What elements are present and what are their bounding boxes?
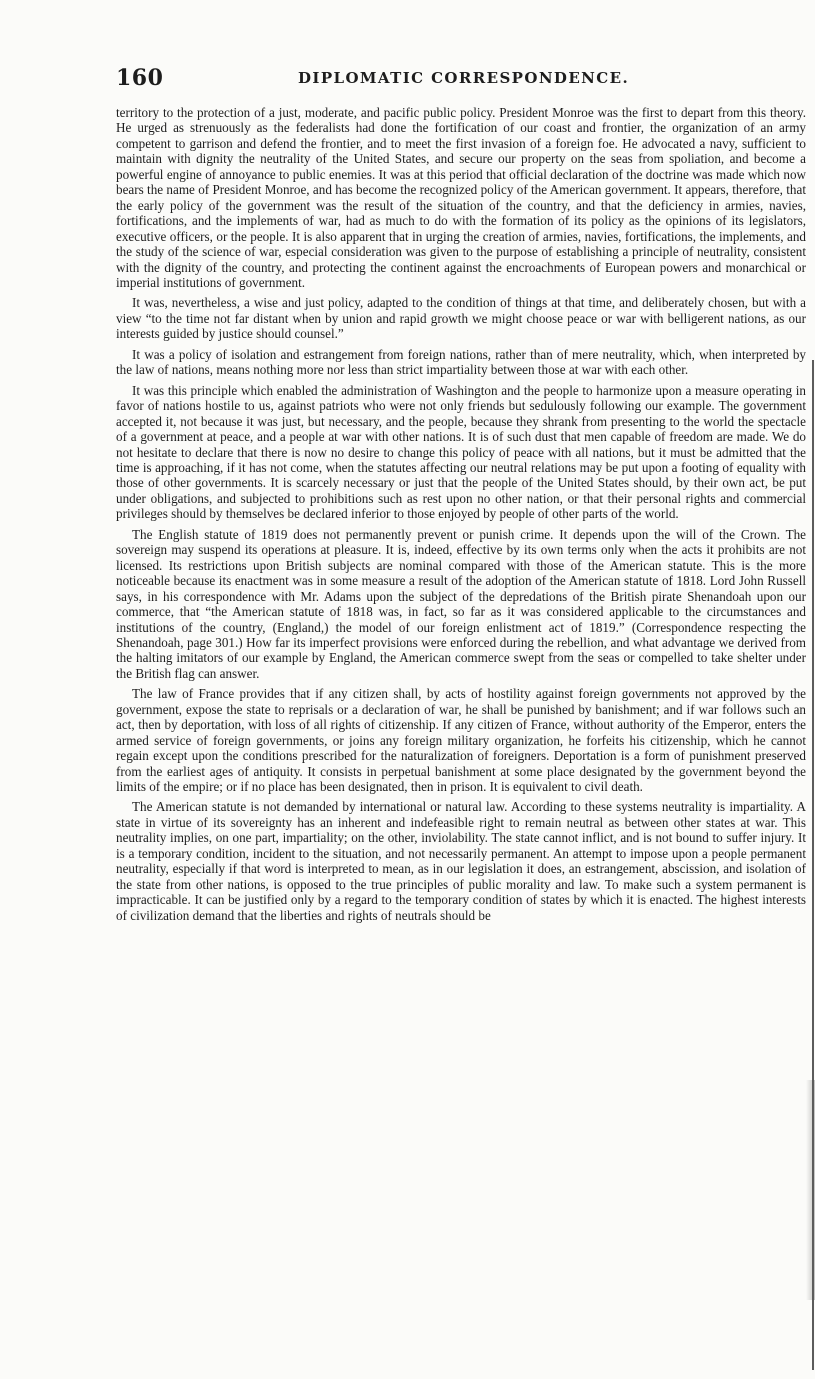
page-edge-shadow: [806, 1080, 815, 1300]
body-text: [116, 105, 806, 928]
running-head: DIPLOMATIC CORRESPONDENCE.: [298, 69, 630, 87]
paragraph-3: It was a policy of isolation and estrangement from foreign nations, rather than of mere neutrality, which, when interpreted by the law of nations, means nothing more nor less than strict impartiality between those at war with each other.: [116, 346, 806, 378]
paragraph-7: The American statute is not demanded by international or natural law. According to these systems neutrality is impartiality. A state in virtue of its sovereignty has an inherent and indefeasible right to remain neutral as between other states at war. This neutrality implies, on one part, impartiality; on the other, inviolability. The state cannot inflict, and is not bound to suffer injury. It is a temporary condition, incident to the situation, and not necessarily permanent. An attempt to impose upon a people permanent neutrality, especially if that word is interpreted to mean, as in our legislation it does, an estrangement, abscission, and isolation of the state from other nations, is opposed to the true principles of public morality and law. To make such a system permanent is impracticable. It can be justified only by a regard to the temporary condition of states by which it is enacted. The highest interests of civilization demand that the liberties and rights of neutrals should be: [116, 799, 806, 923]
page-number: 160: [116, 65, 164, 91]
page-header: [116, 64, 815, 94]
paragraph-5: The English statute of 1819 does not permanently prevent or punish crime. It depends upon the will of the Crown. The sovereign may suspend its operations at pleasure. It is, indeed, effective by its own terms only when the acts it prohibits are not licensed. Its restrictions upon British subjects are nominal compared with those of the American statute. This is the more noticeable because its enactment was in some measure a result of the adoption of the American statute of 1818. Lord John Russell says, in his correspondence with Mr. Adams upon the subject of the depredations of the British pirate Shenandoah upon our commerce, that “the American statute of 1818 was, in fact, so far as it was considered applicable to the circumstances and institutions of the country, (England,) the model of our foreign enlistment act of 1819.” (Correspondence respecting the Shenandoah, page 301.) How far its imperfect provisions were enforced during the rebellion, and what advantage we derived from the halting imitators of our example by England, the American commerce swept from the seas or compelled to take shelter under the British flag can answer.: [116, 526, 806, 681]
paragraph-1: territory to the protection of a just, moderate, and pacific public policy. President Monroe was the first to depart from this theory. He urged as strenuously as the federalists had done the fortification of our coast and frontier, the organization of an army competent to garrison and defend the frontier, and to meet the first invasion of a foreign foe. He advocated a navy, sufficient to maintain with dignity the neutrality of the United States, and secure our property on the seas from spoliation, and become a powerful engine of annoyance to public enemies. It was at this period that official declaration of the doctrine was made which now bears the name of President Monroe, and has become the recognized policy of the American government. It appears, therefore, that the early policy of the government was the result of the situation of the country, and that the deficiency in armies, navies, fortifications, and the implements of war, had as much to do with the formation of its policy as the opinions of its legislators, executive officers, or the people. It is also apparent that in urging the creation of armies, navies, fortifications, the implements, and the study of the science of war, especial consideration was given to the purpose of establishing a principle of neutrality, consistent with the dignity of the country, and protecting the continent against the encroachments of European powers and monarchical or imperial institutions of government.: [116, 105, 806, 290]
paragraph-2: It was, nevertheless, a wise and just policy, adapted to the condition of things at that time, and deliberately chosen, but with a view “to the time not far distant when by union and rapid growth we might choose peace or war with belligerent nations, as our interests guided by justice should counsel.”: [116, 295, 806, 342]
paragraph-4: It was this principle which enabled the administration of Washington and the people to harmonize upon a measure operating in favor of nations hostile to us, against patriots who were not only friends but sedulously following our example. The government accepted it, not because it was just, but necessary, and the people, because they shrank from presenting to the world the spectacle of a government at peace, and a people at war with other nations. It is of such dust that men capable of freedom are made. We do not hesitate to declare that there is now no desire to change this policy of peace with all nations, but it must be admitted that the time is approaching, if it has not come, when the statutes affecting our neutral relations may be put upon a footing of equality with those of other governments. It is scarcely necessary or just that the people of the United States should, by their own act, be put under obligations, and subjected to prohibitions such as rest upon no other nation, or that their personal rights and commercial privileges should by themselves be declared inferior to those enjoyed by people of other parts of the world.: [116, 382, 806, 522]
page-edge-line: [812, 360, 814, 1370]
paragraph-6: The law of France provides that if any citizen shall, by acts of hostility against foreign governments not approved by the government, expose the state to reprisals or a declaration of war, he shall be punished by banishment; and if war follows such an act, then by deportation, with loss of all rights of citizenship. If any citizen of France, without authority of the Emperor, enters the armed service of foreign governments, or joins any foreign military organization, he forfeits his citizenship, which he cannot regain except upon the conditions prescribed for the naturalization of foreigners. Deportation is a form of punishment preserved from the earliest ages of antiquity. It consists in perpetual banishment at some place designated by the government beyond the limits of the empire; or if no place has been designated, then in prison. It is equivalent to civil death.: [116, 686, 806, 795]
